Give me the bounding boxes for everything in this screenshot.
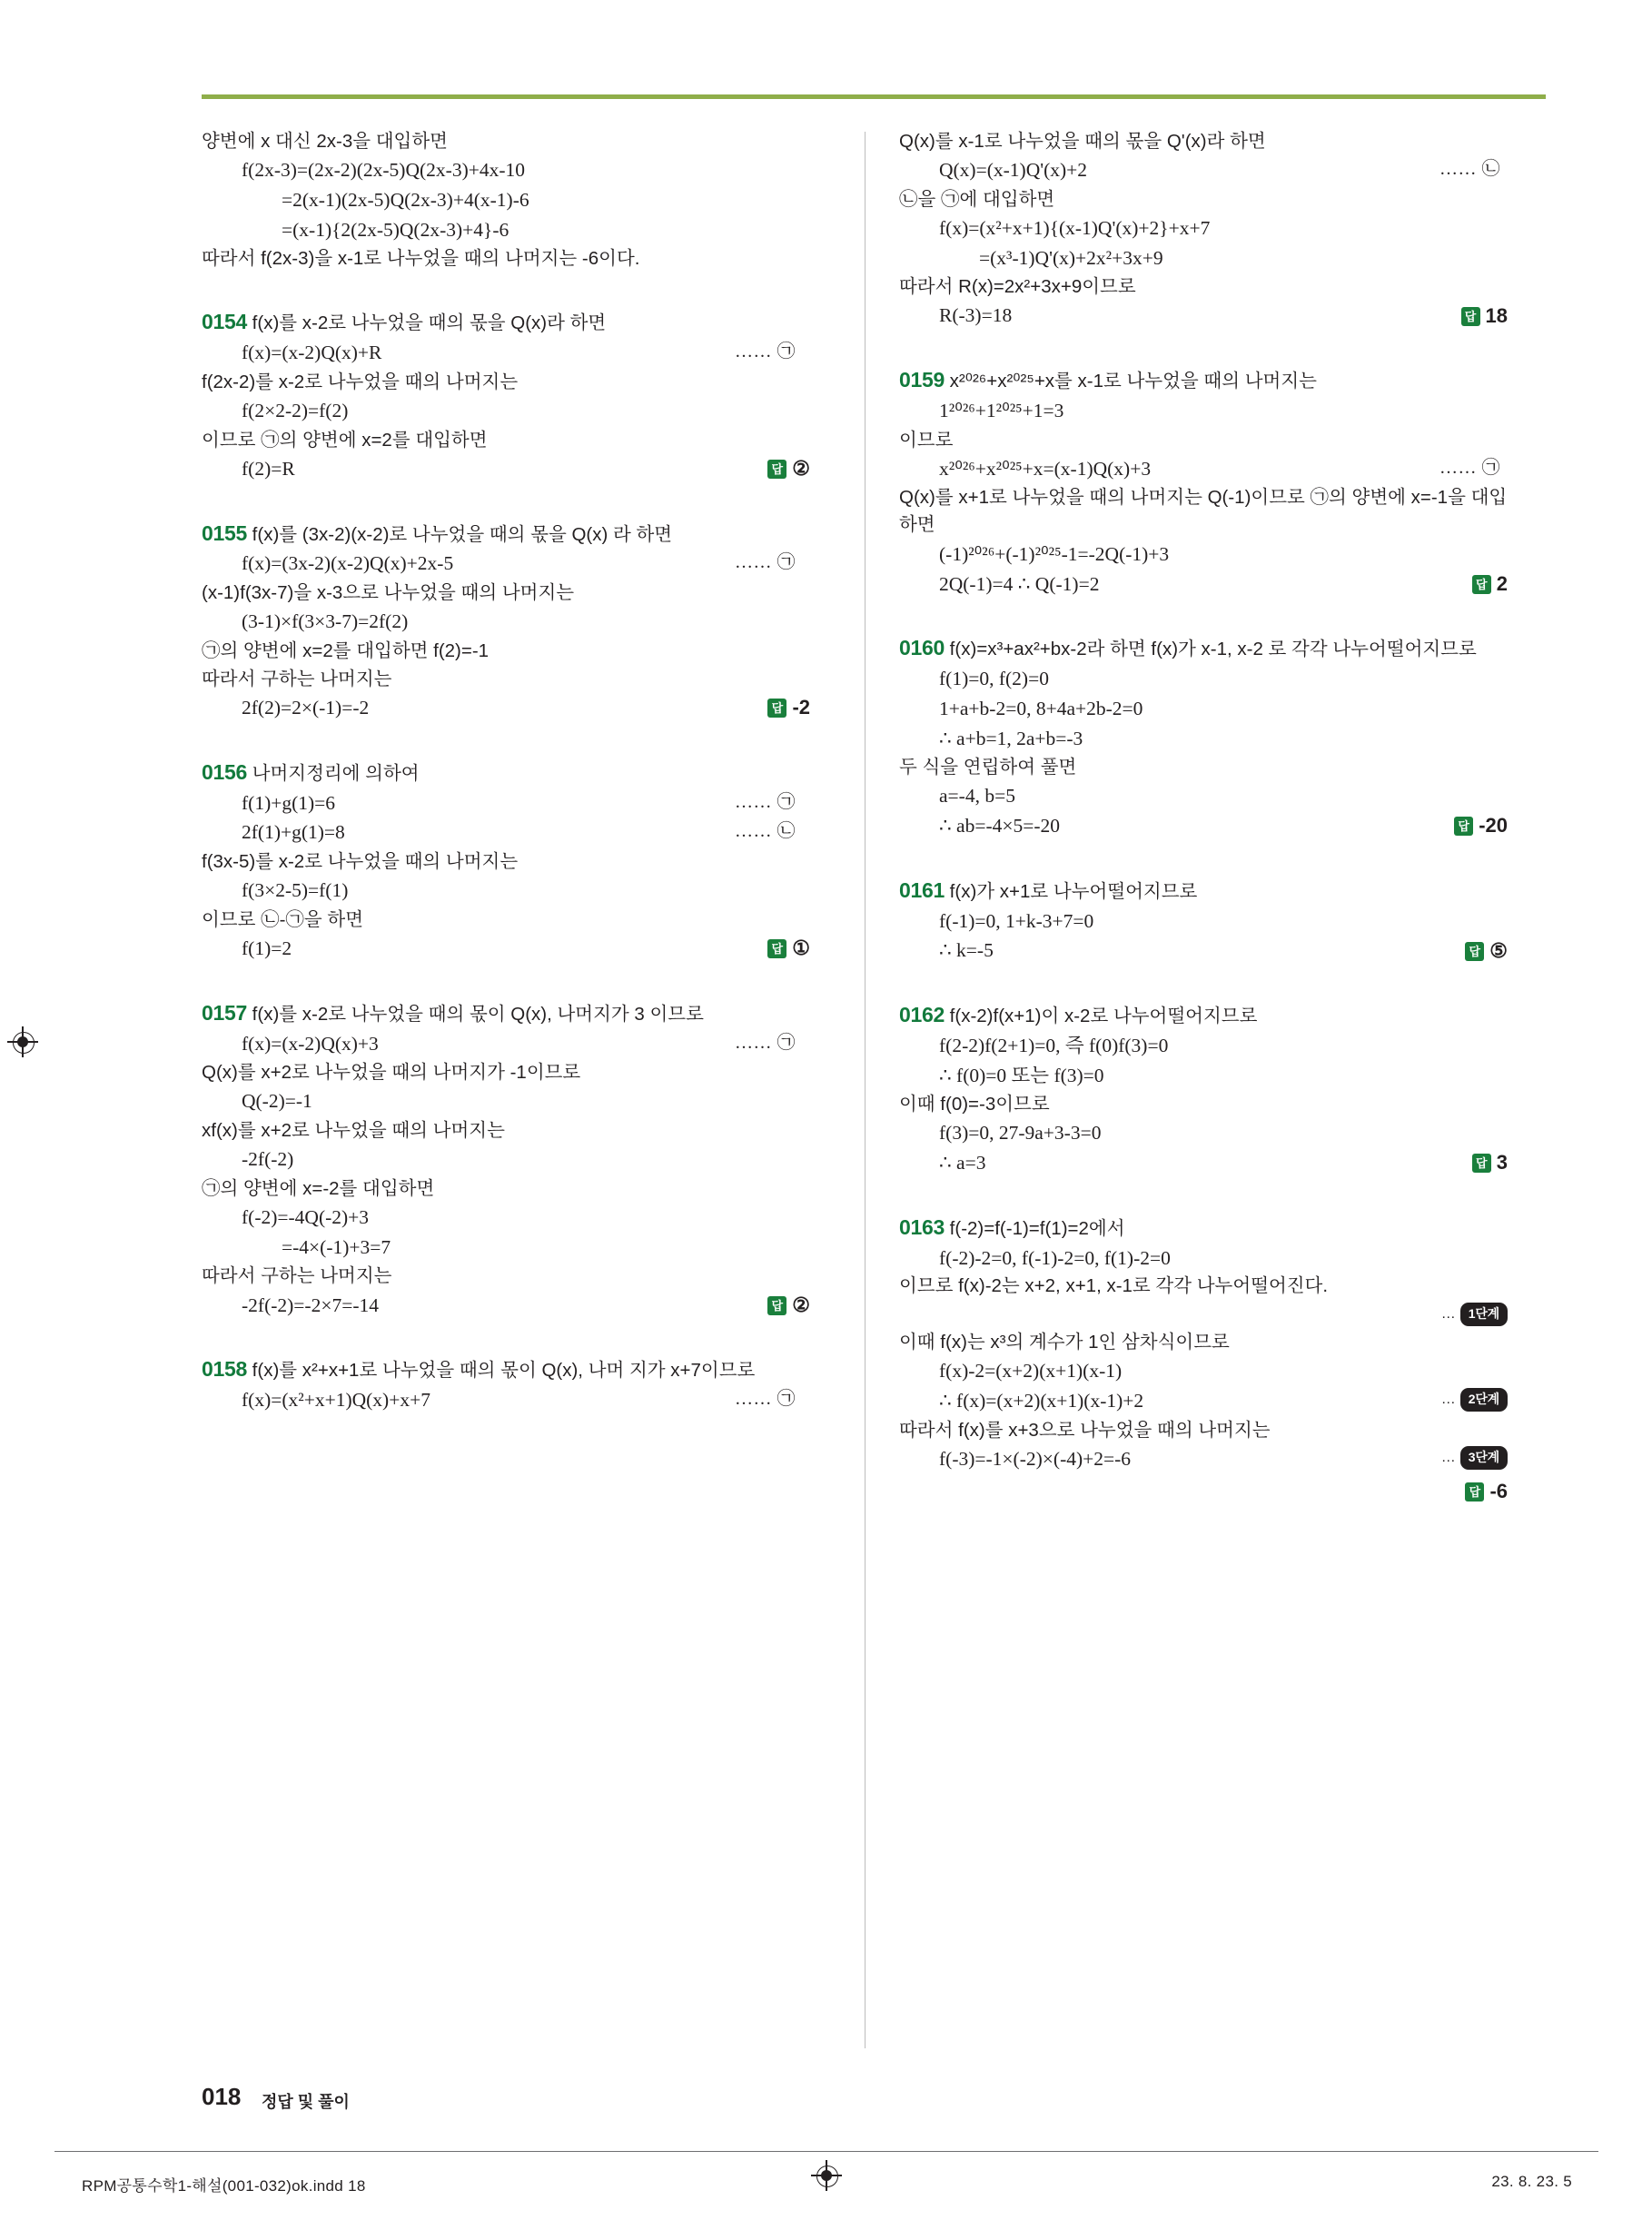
solution-head bbox=[202, 997, 812, 1029]
answer-badge-icon: 답 bbox=[1465, 1482, 1484, 1502]
solution-0155 bbox=[202, 518, 812, 723]
question-number: 0161 bbox=[899, 877, 945, 902]
step-tag-2: … 2단계 bbox=[1441, 1388, 1508, 1412]
eq: 2f(2)=2×(-1)=-2 bbox=[242, 697, 370, 719]
solution-head bbox=[899, 999, 1509, 1031]
line: ㉠의 양변에 x=2를 대입하면 f(2)=-1 bbox=[202, 639, 490, 661]
solution-0156 bbox=[202, 757, 812, 964]
line bbox=[899, 570, 1509, 600]
head-text: f(x)가 x+1로 나누어떨어지므로 bbox=[949, 880, 1198, 902]
solution-0163 bbox=[899, 1212, 1509, 1505]
line: f(x)=(x²+x+1){(x-1)Q'(x)+2}+x+7 bbox=[939, 216, 1211, 239]
line: 두 식을 연립하여 풀면 bbox=[899, 757, 1077, 778]
line: 이므로 bbox=[899, 429, 954, 451]
answer bbox=[1461, 301, 1508, 331]
line: 이므로 f(x)-2는 x+2, x+1, x-1로 각각 나누어떨어진다. bbox=[899, 1275, 1329, 1297]
question-number: 0154 bbox=[202, 310, 247, 334]
eq: f(x)=(x-2)Q(x)+R bbox=[242, 342, 382, 364]
line: Q(x)를 x-1로 나누었을 때의 몫을 Q'(x)라 하면 bbox=[899, 131, 1266, 152]
question-number: 0156 bbox=[202, 759, 247, 784]
line: ㉠의 양변에 x=-2를 대입하면 bbox=[202, 1177, 435, 1199]
answer-value: ② bbox=[792, 1293, 810, 1316]
solution-head bbox=[899, 364, 1509, 396]
line: f(2x-2)를 x-2로 나누었을 때의 나머지는 bbox=[202, 371, 519, 392]
solution-head bbox=[899, 875, 1509, 907]
step-tag-1: … 1단계 bbox=[1441, 1303, 1508, 1326]
solution-0159 bbox=[899, 364, 1509, 599]
line: 1²⁰²⁶+1²⁰²⁵+1=3 bbox=[939, 400, 1064, 422]
solution-head bbox=[202, 518, 812, 550]
solution-0162 bbox=[899, 999, 1509, 1178]
line: ∴ a+b=1, 2a+b=-3 bbox=[939, 727, 1083, 749]
answer-value: 2 bbox=[1496, 572, 1508, 596]
eq: f(x)=(x-2)Q(x)+3 bbox=[242, 1032, 379, 1055]
eq: ∴ k=-5 bbox=[939, 939, 994, 962]
answer-value: ② bbox=[792, 457, 810, 481]
question-number: 0158 bbox=[202, 1357, 247, 1382]
reference-marker: …… ㉠ bbox=[735, 1388, 796, 1409]
head-text: x²⁰²⁶+x²⁰²⁵+x를 x-1로 나누었을 때의 나머지는 bbox=[949, 371, 1317, 392]
imprint-left: RPM공통수학1-해설(001-032)ok.indd 18 bbox=[82, 2177, 366, 2195]
question-number: 0157 bbox=[202, 1000, 247, 1025]
answer bbox=[767, 933, 810, 963]
reference-marker: …… ㉠ bbox=[735, 1032, 796, 1053]
eq: f(x)=(x²+x+1)Q(x)+x+7 bbox=[242, 1388, 430, 1411]
line: 따라서 구하는 나머지는 bbox=[202, 1265, 392, 1287]
eq: R(-3)=18 bbox=[939, 304, 1013, 327]
solution-0154 bbox=[202, 306, 812, 483]
line bbox=[202, 818, 812, 847]
solution-head bbox=[202, 1353, 812, 1385]
line bbox=[899, 1386, 1509, 1416]
eq: Q(x)=(x-1)Q'(x)+2 bbox=[939, 159, 1088, 182]
intro-line-2: =2(x-1)(2x-5)Q(2x-3)+4(x-1)-6 bbox=[282, 188, 529, 211]
bottom-rule bbox=[54, 2151, 1598, 2152]
solution-0157 bbox=[202, 997, 812, 1320]
eq: ∴ f(x)=(x+2)(x+1)(x-1)+2 bbox=[939, 1390, 1144, 1412]
line: ∴ f(0)=0 또는 f(3)=0 bbox=[939, 1064, 1104, 1086]
step-pill-label: 2단계 bbox=[1460, 1388, 1508, 1412]
step-pill-label: 1단계 bbox=[1460, 1303, 1508, 1326]
answer bbox=[767, 1290, 810, 1320]
right-column bbox=[843, 127, 1509, 1511]
intro-line-3: =(x-1){2(2x-5)Q(2x-3)+4}-6 bbox=[282, 218, 509, 241]
line: f(-1)=0, 1+k-3+7=0 bbox=[939, 909, 1094, 932]
answer bbox=[767, 692, 810, 722]
question-number: 0159 bbox=[899, 368, 945, 392]
imprint-right: 23. 8. 23. 5 bbox=[1491, 2173, 1572, 2190]
registration-mark-left bbox=[7, 1026, 38, 1057]
reference-marker: …… ㉡ bbox=[1439, 159, 1500, 180]
line: f(2-2)f(2+1)=0, 즉 f(0)f(3)=0 bbox=[939, 1034, 1169, 1056]
question-number: 0155 bbox=[202, 520, 247, 545]
eq: 2Q(-1)=4 ∴ Q(-1)=2 bbox=[939, 572, 1100, 595]
line: 이때 f(x)는 x³의 계수가 1인 삼차식이므로 bbox=[899, 1332, 1230, 1353]
reference-marker: …… ㉡ bbox=[735, 821, 796, 842]
answer-badge-icon: 답 bbox=[767, 699, 786, 718]
line: (3-1)×f(3×3-7)=2f(2) bbox=[242, 610, 409, 633]
solution-0158-continued bbox=[899, 127, 1509, 331]
eq: f(2)=R bbox=[242, 457, 295, 480]
line bbox=[202, 338, 812, 368]
answer-badge-icon: 답 bbox=[1472, 575, 1491, 594]
answer-value: 18 bbox=[1485, 303, 1508, 327]
line bbox=[202, 1291, 812, 1321]
answer bbox=[1465, 1476, 1508, 1505]
solution-0158 bbox=[202, 1353, 812, 1414]
line: f(3)=0, 27-9a+3-3=0 bbox=[939, 1122, 1102, 1145]
answer-row bbox=[899, 1474, 1509, 1505]
eq: ∴ ab=-4×5=-20 bbox=[939, 815, 1061, 837]
solution-head bbox=[202, 306, 812, 338]
line: Q(x)를 x+2로 나누었을 때의 나머지가 -1이므로 bbox=[202, 1062, 581, 1084]
answer bbox=[1454, 810, 1508, 840]
answer-value: ⑤ bbox=[1489, 938, 1508, 962]
question-number: 0160 bbox=[899, 636, 945, 660]
line: =-4×(-1)+3=7 bbox=[282, 1235, 391, 1258]
eq: ∴ a=3 bbox=[939, 1152, 986, 1174]
answer bbox=[1465, 936, 1508, 966]
step-row-1 bbox=[899, 1301, 1509, 1328]
line bbox=[202, 693, 812, 723]
line: Q(-2)=-1 bbox=[242, 1090, 312, 1113]
line: -2f(-2) bbox=[242, 1148, 294, 1171]
answer-value: 3 bbox=[1496, 1151, 1508, 1174]
intro-line-1: f(2x-3)=(2x-2)(2x-5)Q(2x-3)+4x-10 bbox=[242, 159, 526, 182]
intro-line-4: 따라서 f(2x-3)을 x-1로 나누었을 때의 나머지는 -6이다. bbox=[202, 248, 640, 270]
answer-value: -6 bbox=[1489, 1479, 1508, 1502]
line bbox=[899, 936, 1509, 966]
line bbox=[899, 1148, 1509, 1178]
content-columns bbox=[202, 127, 1546, 1511]
question-number: 0163 bbox=[899, 1214, 945, 1239]
eq: -2f(-2)=-2×7=-14 bbox=[242, 1293, 379, 1316]
head-text: f(x)를 (3x-2)(x-2)로 나누었을 때의 몫을 Q(x) 라 하면 bbox=[252, 523, 673, 545]
line: 이므로 ㉡-㉠을 하면 bbox=[202, 908, 364, 930]
line bbox=[899, 155, 1509, 185]
head-text: f(x)를 x-2로 나누었을 때의 몫을 Q(x)라 하면 bbox=[252, 312, 607, 334]
intro-block bbox=[202, 127, 812, 273]
head-text: f(x)를 x-2로 나누었을 때의 몫이 Q(x), 나머지가 3 이므로 bbox=[252, 1003, 704, 1025]
line: 1+a+b-2=0, 8+4a+2b-2=0 bbox=[939, 697, 1143, 719]
line bbox=[202, 788, 812, 818]
line bbox=[899, 1444, 1509, 1474]
line: (-1)²⁰²⁶+(-1)²⁰²⁵-1=-2Q(-1)+3 bbox=[939, 543, 1170, 566]
answer-badge-icon: 답 bbox=[767, 939, 786, 958]
head-text: f(-2)=f(-1)=f(1)=2에서 bbox=[949, 1217, 1125, 1239]
line: f(1)=0, f(2)=0 bbox=[939, 668, 1049, 690]
solution-head bbox=[202, 757, 812, 788]
line: =(x³-1)Q'(x)+2x²+3x+9 bbox=[979, 246, 1163, 269]
line: f(3x-5)를 x-2로 나누었을 때의 나머지는 bbox=[202, 851, 519, 873]
head-text: f(x-2)f(x+1)이 x-2로 나누어떨어지므로 bbox=[949, 1006, 1258, 1027]
line: Q(x)를 x+1로 나누었을 때의 나머지는 Q(-1)이므로 ㉠의 양변에 x=-1을 대입하면 bbox=[899, 486, 1508, 536]
answer bbox=[767, 453, 810, 483]
top-rule bbox=[202, 94, 1546, 99]
answer-badge-icon: 답 bbox=[1465, 942, 1484, 961]
line: 이므로 ㉠의 양변에 x=2를 대입하면 bbox=[202, 429, 488, 451]
answer bbox=[1472, 1147, 1508, 1177]
page-number: 018 bbox=[202, 2083, 242, 2110]
line: f(3×2-5)=f(1) bbox=[242, 879, 349, 902]
eq: f(1)+g(1)=6 bbox=[242, 791, 336, 814]
eq: f(1)=2 bbox=[242, 937, 292, 960]
left-column bbox=[202, 127, 843, 1511]
answer-badge-icon: 답 bbox=[767, 460, 786, 479]
answer-value: -20 bbox=[1479, 814, 1508, 837]
footer-label: 정답 및 풀이 bbox=[262, 2093, 350, 2111]
eq: x²⁰²⁶+x²⁰²⁵+x=(x-1)Q(x)+3 bbox=[939, 457, 1152, 480]
line: f(-2)=-4Q(-2)+3 bbox=[242, 1206, 370, 1229]
solution-0161 bbox=[899, 875, 1509, 966]
line bbox=[202, 1385, 812, 1415]
line bbox=[202, 454, 812, 484]
answer-badge-icon: 답 bbox=[1461, 307, 1480, 326]
line bbox=[202, 1029, 812, 1059]
reference-marker: …… ㉠ bbox=[735, 791, 796, 812]
line: f(2×2-2)=f(2) bbox=[242, 400, 349, 422]
line bbox=[899, 454, 1509, 484]
eq: f(x)=(3x-2)(x-2)Q(x)+2x-5 bbox=[242, 552, 454, 575]
reference-marker: …… ㉠ bbox=[1439, 457, 1500, 478]
intro-line-0: 양변에 x 대신 2x-3을 대입하면 bbox=[202, 131, 448, 152]
answer-badge-icon: 답 bbox=[1454, 817, 1473, 836]
line: 따라서 f(x)를 x+3으로 나누었을 때의 나머지는 bbox=[899, 1419, 1271, 1441]
line bbox=[899, 301, 1509, 331]
answer bbox=[1472, 569, 1508, 599]
head-text: f(x)=x³+ax²+bx-2라 하면 f(x)가 x-1, x-2 로 각각 나누어떨어지므로 bbox=[949, 639, 1477, 660]
reference-marker: …… ㉠ bbox=[735, 552, 796, 573]
line: 이때 f(0)=-3이므로 bbox=[899, 1094, 1050, 1115]
line: f(-2)-2=0, f(-1)-2=0, f(1)-2=0 bbox=[939, 1246, 1171, 1269]
answer-badge-icon: 답 bbox=[1472, 1154, 1491, 1173]
solution-head bbox=[899, 1212, 1509, 1244]
line: 따라서 R(x)=2x²+3x+9이므로 bbox=[899, 276, 1136, 298]
line bbox=[202, 549, 812, 579]
line bbox=[202, 934, 812, 964]
line: 따라서 구하는 나머지는 bbox=[202, 669, 392, 690]
reference-marker: …… ㉠ bbox=[735, 342, 796, 362]
solution-0160 bbox=[899, 632, 1509, 840]
answer-value: ① bbox=[792, 937, 810, 960]
question-number: 0162 bbox=[899, 1003, 945, 1027]
answer-badge-icon: 답 bbox=[767, 1296, 786, 1315]
eq: 2f(1)+g(1)=8 bbox=[242, 821, 345, 844]
line: ㉡을 ㉠에 대입하면 bbox=[899, 188, 1055, 210]
line: f(x)-2=(x+2)(x+1)(x-1) bbox=[939, 1360, 1123, 1383]
line: (x-1)f(3x-7)을 x-3으로 나누었을 때의 나머지는 bbox=[202, 582, 575, 604]
registration-mark-bottom bbox=[811, 2160, 842, 2191]
solution-head bbox=[899, 632, 1509, 664]
head-text: f(x)를 x²+x+1로 나누었을 때의 몫이 Q(x), 나머 지가 x+7이므로 bbox=[252, 1360, 756, 1382]
head-text: 나머지정리에 의하여 bbox=[252, 762, 420, 784]
line bbox=[899, 811, 1509, 841]
eq: f(-3)=-1×(-2)×(-4)+2=-6 bbox=[939, 1447, 1132, 1470]
step-pill-label: 3단계 bbox=[1460, 1446, 1508, 1470]
line: a=-4, b=5 bbox=[939, 785, 1015, 808]
step-tag-3: … 3단계 bbox=[1441, 1446, 1508, 1470]
line: xf(x)를 x+2로 나누었을 때의 나머지는 bbox=[202, 1120, 505, 1142]
answer-value: -2 bbox=[792, 696, 810, 719]
